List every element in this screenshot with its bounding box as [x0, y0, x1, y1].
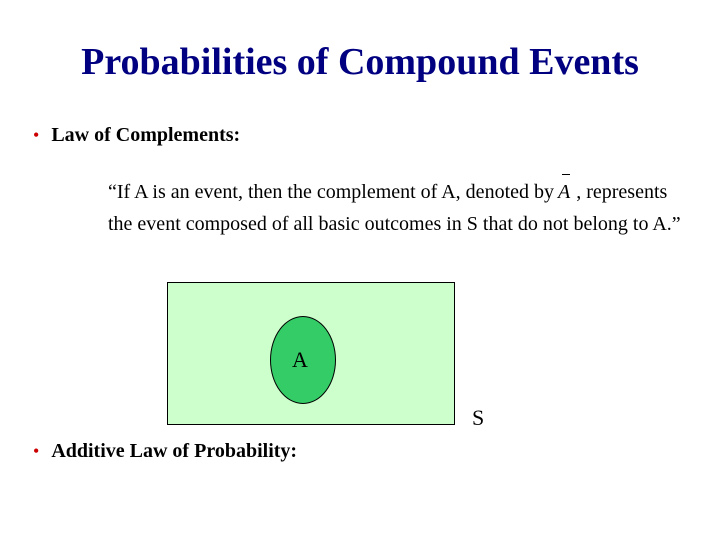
- slide-title: Probabilities of Compound Events: [81, 41, 639, 83]
- bullet-marker: •: [33, 125, 40, 145]
- bullet-text: Additive Law of Probability:: [51, 440, 298, 462]
- complement-definition-quote: [108, 176, 688, 240]
- sample-space-label: S: [472, 405, 485, 430]
- event-a-label: A: [292, 347, 308, 372]
- bullet-law-of-complements: [33, 124, 240, 147]
- quote-text-start: “If A is an event, then the complement of A, denoted by: [108, 181, 554, 203]
- a-complement-symbol: A: [558, 176, 570, 208]
- quote-comma: ,: [576, 181, 582, 203]
- bullet-marker: •: [33, 441, 40, 461]
- bullet-additive-law: [33, 440, 297, 463]
- quote-text-end: represents the event composed of all basic outcomes in S that do not belong to A.”: [108, 181, 681, 235]
- bullet-text: Law of Complements:: [51, 124, 241, 146]
